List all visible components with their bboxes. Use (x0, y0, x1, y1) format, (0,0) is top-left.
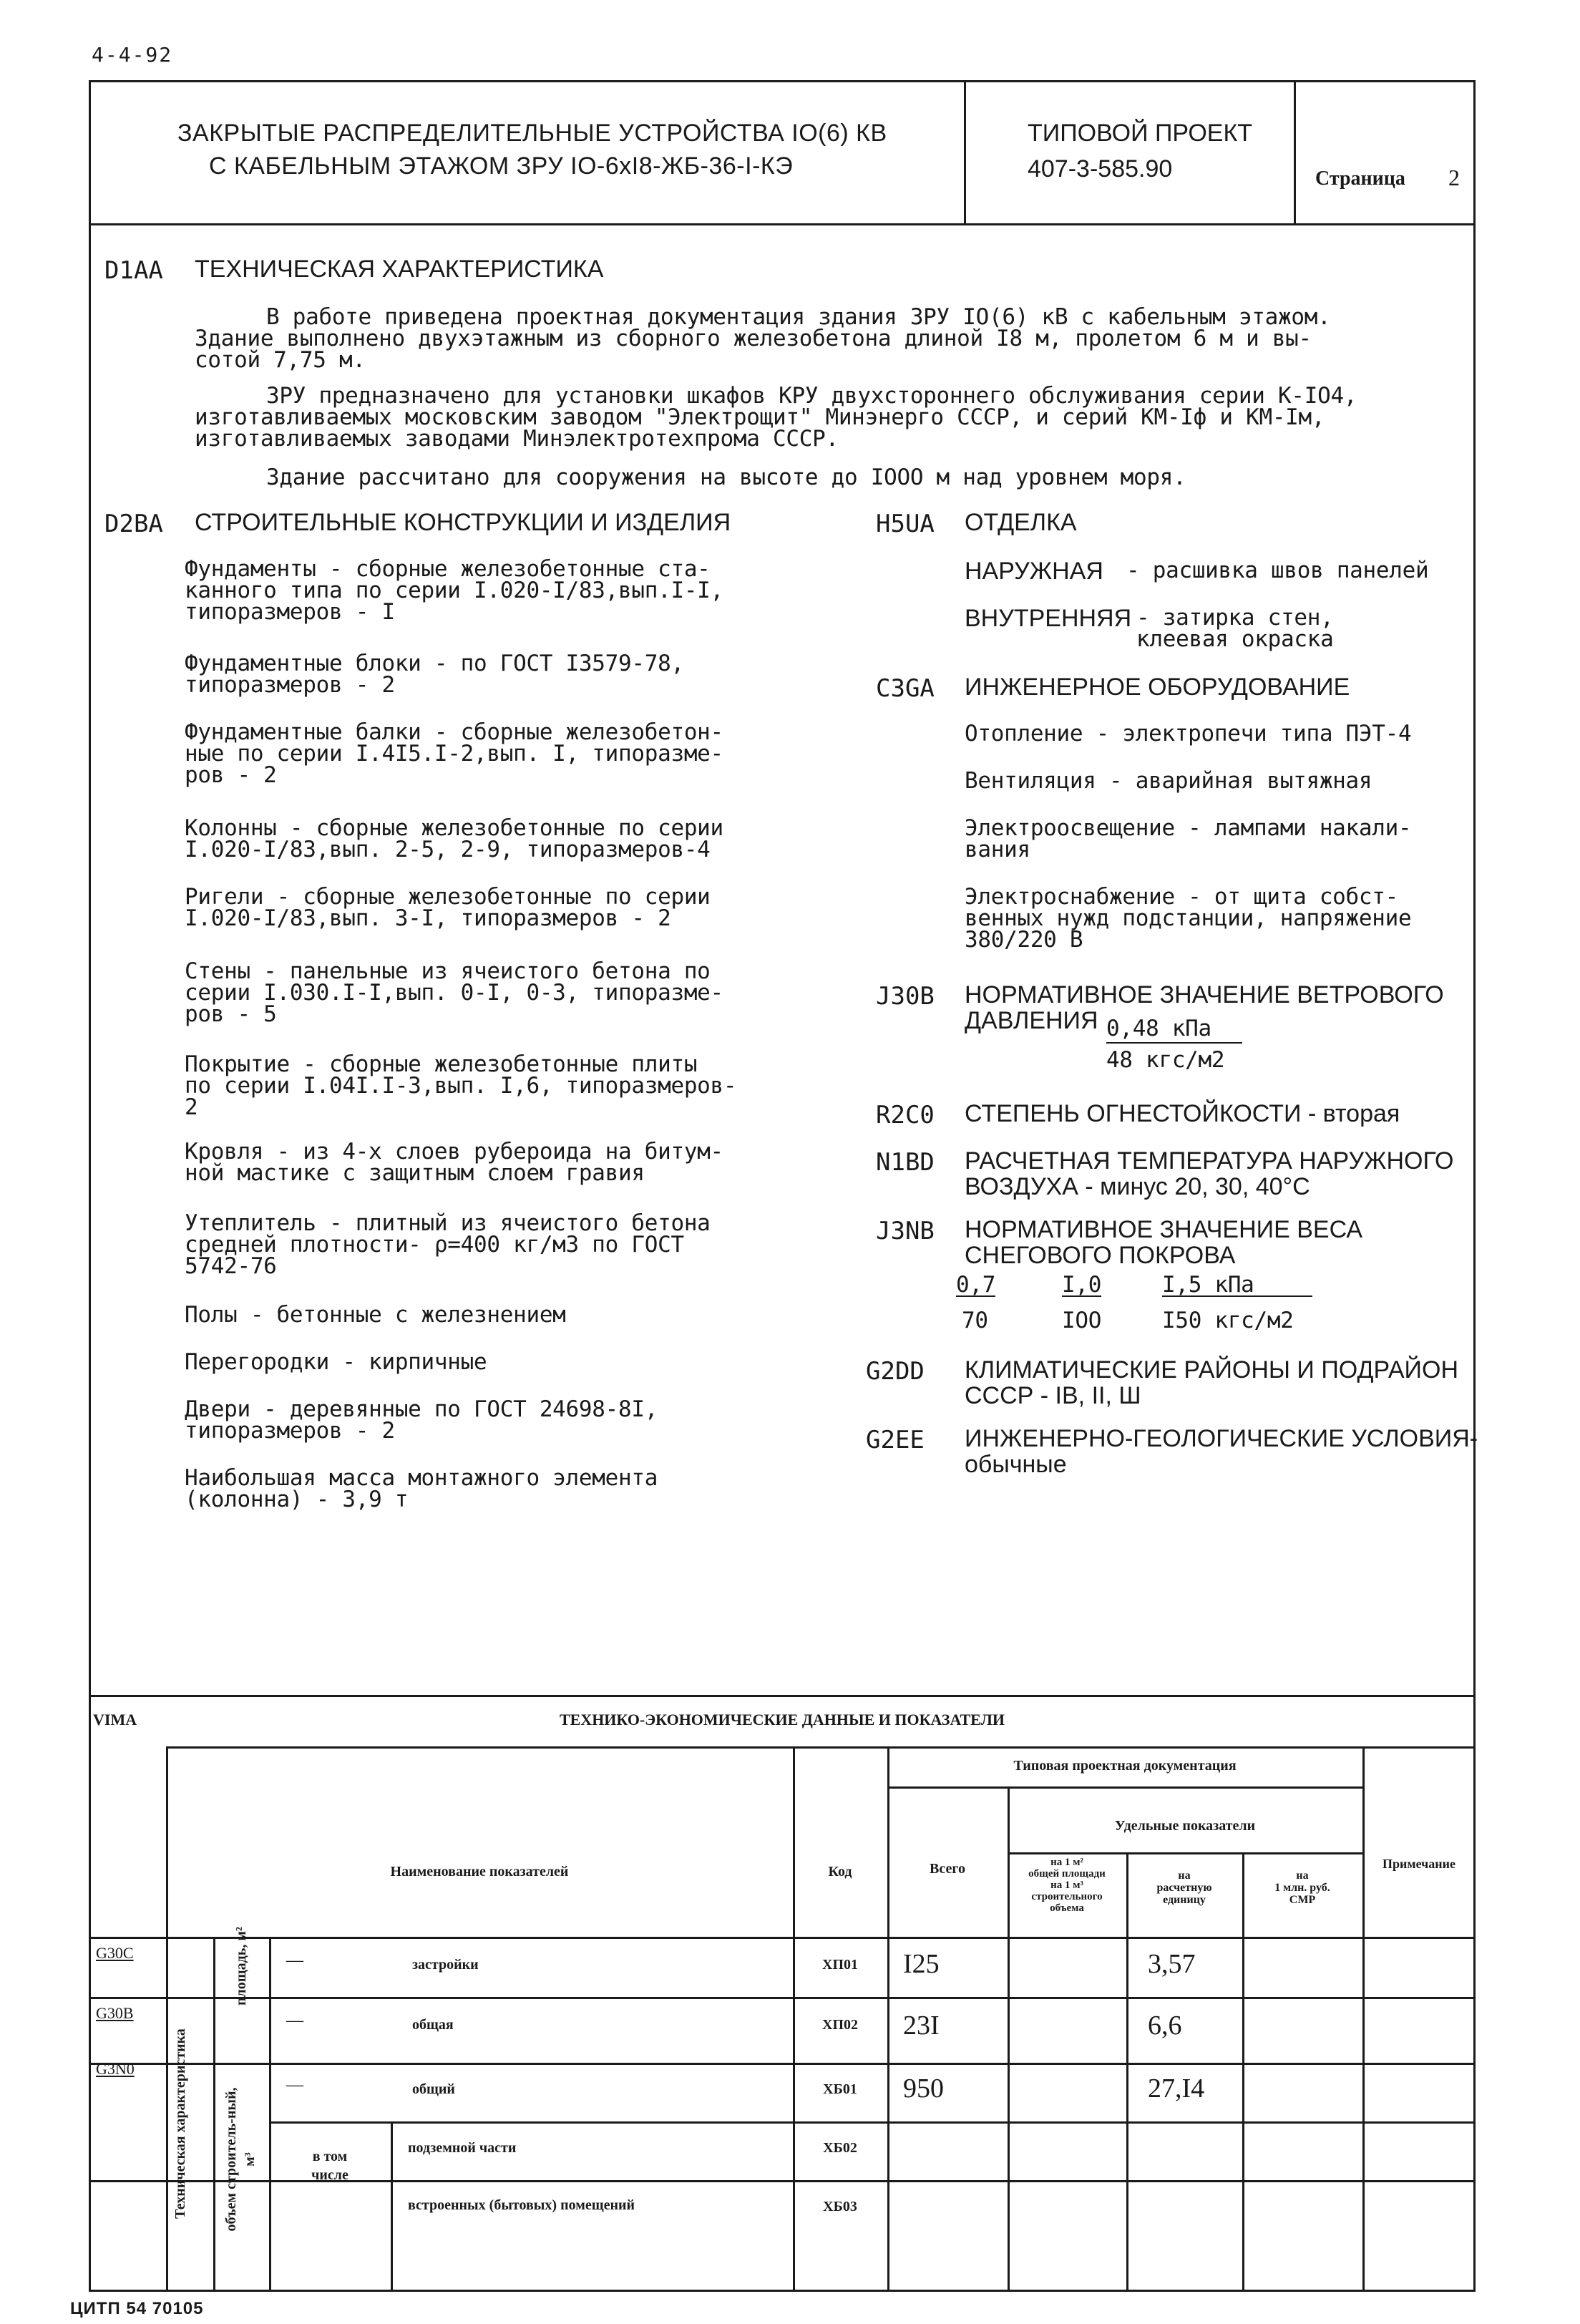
section-code-n1bd: N1BD (876, 1148, 935, 1177)
table-row-name: общая (412, 2017, 454, 2033)
side-label-area: площадь, м² (233, 1927, 249, 2005)
table-row-total: I25 (903, 1949, 940, 1979)
section-code-d2ba: D2BA (104, 510, 163, 538)
table-grid (887, 1786, 1362, 1789)
table-top-border (89, 1695, 1476, 1697)
project-label: ТИПОВОЙ ПРОЕКТ (1028, 120, 1253, 147)
snow-value-bottom-1: 70 (962, 1308, 988, 1333)
document-code: 4-4-92 (92, 43, 173, 67)
section-code-j3nb: J3NB (876, 1217, 935, 1245)
section-title-c3ga: ИНЖЕНЕРНОЕ ОБОРУДОВАНИЕ (965, 674, 1350, 701)
section-code-g2dd: G2DD (866, 1357, 925, 1386)
header-code: Код (828, 1864, 852, 1880)
header-title-line2: С КАБЕЛЬНЫМ ЭТАЖОМ ЗРУ IO-6хI8-ЖБ-36-I-КЭ (209, 152, 794, 180)
d1aa-paragraph-1: В работе приведена проектная документация здания ЗРУ IO(6) кВ с кабельным этажом. Здание выполнено двухэтажным из сборного железобетона длиной I8 м, пролетом 6 м и вы- сотой 7,75 м. (195, 304, 1331, 373)
finish-inner-text: - затирка стен, клеевая окраска (1136, 605, 1334, 652)
d2ba-item: Покрытие - сборные железобетонные плиты по серии I.04I.I-3,вып. I,6, типоразмеров- 2 (185, 1051, 737, 1120)
section-title-d1aa: ТЕХНИЧЕСКАЯ ХАРАКТЕРИСТИКА (195, 256, 604, 283)
side-label-tech: Техническая характеристика (172, 2028, 188, 2219)
header-per-m2: на 1 м² общей площади на 1 м³ строительного объема (1028, 1857, 1106, 1914)
c3ga-item: Вентиляция - аварийная вытяжная (965, 768, 1372, 794)
table-row-code: ХП01 (822, 1957, 858, 1973)
header-specific: Удельные показатели (1114, 1818, 1256, 1834)
d2ba-item: Ригели - сборные железобетонные по серии I.020-I/83,вып. 3-I, типоразмеров - 2 (185, 884, 711, 931)
c3ga-item: Электроснабжение - от щита собст- венных нужд подстанции, напряжение 380/220 В (965, 884, 1412, 953)
table-grid (1008, 1852, 1362, 1854)
table-code: VIMA (93, 1711, 137, 1729)
table-row-name: застройки (412, 1957, 479, 1973)
c3ga-item: Электроосвещение - лампами накали- вания (965, 815, 1412, 862)
geological-conditions: ИНЖЕНЕРНО-ГЕОЛОГИЧЕСКИЕ УСЛОВИЯ- обычные (965, 1425, 1478, 1478)
c3ga-item: Отопление - электропечи типа ПЭТ-4 (965, 721, 1412, 747)
wind-value-kpa: 0,48 кПа (1106, 1018, 1242, 1044)
table-grid (89, 1997, 1476, 1999)
table-title: ТЕХНИКО-ЭКОНОМИЧЕСКИЕ ДАННЫЕ И ПОКАЗАТЕЛИ (559, 1711, 1005, 1729)
d2ba-item: Фундаментные балки - сборные железобетон- ные по серии I.4I5.I-2,вып. I, типоразме- ров - 2 (185, 719, 723, 788)
section-title-d2ba: СТРОИТЕЛЬНЫЕ КОНСТРУКЦИИ И ИЗДЕЛИЯ (195, 509, 731, 536)
header-divider-v2 (1294, 80, 1296, 223)
section-code-j30b: J30B (876, 982, 935, 1011)
table-grid (1362, 1746, 1365, 2292)
section-code-c3ga: C3GA (876, 674, 935, 703)
section-title-h5ua: ОТДЕЛКА (965, 509, 1077, 536)
row-dash: — (286, 2011, 303, 2030)
table-grid (89, 1937, 1476, 1939)
header-name: Наименование показателей (390, 1864, 569, 1880)
table-grid (269, 1937, 271, 2292)
table-row-total: 23I (903, 2011, 940, 2041)
section-code-g2ee: G2EE (866, 1426, 925, 1454)
row-code-g3n0: G3N0 (96, 2060, 135, 2078)
snow-value-bottom-3: I50 кгс/м2 (1162, 1308, 1294, 1333)
header-title-line1: ЗАКРЫТЫЕ РАСПРЕДЕЛИТЕЛЬНЫЕ УСТРОЙСТВА IO(6) КВ (177, 120, 887, 147)
section-code-d1aa: D1AA (104, 256, 163, 285)
table-grid (89, 2063, 1476, 2065)
d2ba-item: Полы - бетонные с железнением (185, 1302, 566, 1328)
d1aa-paragraph-2: ЗРУ предназначено для установки шкафов КРУ двухстороннего обслуживания серии К-IO4, изготавливаемых московским заводом "Электрощит" Минэнерго СССР, и серий КМ-Iф и КМ-Iм, изготавливаемых заводами Минэлектротехпрома СССР. (195, 383, 1357, 452)
table-grid (166, 1746, 168, 2292)
header-note: Примечание (1382, 1857, 1456, 1871)
header-typical: Типовая проектная документация (1013, 1758, 1237, 1774)
snow-value-top-2: I,0 (1062, 1272, 1102, 1298)
table-row-code: ХБ03 (823, 2199, 857, 2214)
finish-outer-label: НАРУЖНАЯ (965, 558, 1103, 585)
table-row-name: встроенных (бытовых) помещений (408, 2197, 635, 2213)
design-temperature: РАСЧЕТНАЯ ТЕМПЕРАТУРА НАРУЖНОГО ВОЗДУХА - минус 20, 30, 40°С (965, 1147, 1454, 1200)
project-number: 407-3-585.90 (1028, 155, 1173, 183)
table-grid (1242, 1852, 1244, 2292)
table-row-per-unit: 3,57 (1148, 1949, 1196, 1979)
d2ba-item: Наибольшая масса монтажного элемента (колонна) - 3,9 т (185, 1465, 658, 1512)
table-row-code: ХБ01 (823, 2081, 857, 2097)
d2ba-item: Перегородки - кирпичные (185, 1349, 487, 1375)
header-per-mln: на 1 млн. руб. СМР (1274, 1870, 1330, 1906)
table-row-per-unit: 6,6 (1148, 2011, 1182, 2041)
header-divider-v1 (964, 80, 966, 223)
side-label-including: в том числе (311, 2149, 348, 2183)
header-total: Всего (930, 1861, 965, 1877)
fire-resistance: СТЕПЕНЬ ОГНЕСТОЙКОСТИ - вторая (965, 1100, 1400, 1127)
table-row-per-unit: 27,I4 (1148, 2073, 1205, 2104)
section-code-h5ua: H5UA (876, 510, 935, 538)
section-title-j3nb: НОРМАТИВНОЕ ЗНАЧЕНИЕ ВЕСА СНЕГОВОГО ПОКРОВА (965, 1216, 1363, 1269)
d2ba-item: Фундаменты - сборные железобетонные ста- канного типа по серии I.020-I/83,вып.I-I, типоразмеров - I (185, 556, 723, 625)
table-grid (166, 1746, 1476, 1749)
footer-stamp: ЦИТП 54 70105 (70, 2299, 204, 2318)
wind-value-kgs: 48 кгс/м2 (1106, 1047, 1225, 1073)
section-code-r2c0: R2C0 (876, 1101, 935, 1129)
table-row-code: ХБ02 (823, 2140, 857, 2156)
row-code-g30c: G30C (96, 1944, 134, 1962)
table-row-total: 950 (903, 2073, 944, 2104)
section-title-j30b: НОРМАТИВНОЕ ЗНАЧЕНИЕ ВЕТРОВОГО ДАВЛЕНИЯ (965, 981, 1444, 1034)
d2ba-item: Фундаментные блоки - по ГОСТ I3579-78, типоразмеров - 2 (185, 651, 684, 698)
climatic-regions: КЛИМАТИЧЕСКИЕ РАЙОНЫ И ПОДРАЙОН СССР - IВ, II, Ш (965, 1356, 1458, 1409)
header-divider (89, 223, 1476, 225)
page-label: Страница (1315, 167, 1405, 190)
table-grid (887, 1746, 889, 2292)
table-grid (269, 2121, 1476, 2124)
header-per-unit: на расчетную единицу (1156, 1870, 1212, 1906)
d2ba-item: Двери - деревянные по ГОСТ 24698-8I, типоразмеров - 2 (185, 1396, 658, 1444)
table-grid (1126, 1852, 1128, 2292)
table-row-code: ХП02 (822, 2017, 858, 2033)
table-grid (213, 1937, 215, 2292)
finish-outer-text: - расшивка швов панелей (1126, 558, 1429, 583)
row-code-g30b: G30B (96, 2004, 134, 2022)
d2ba-item: Колонны - сборные железобетонные по серии I.020-I/83,вып. 2-5, 2-9, типоразмеров-4 (185, 815, 723, 862)
d2ba-item: Кровля - из 4-х слоев рубероида на битум- ной мастике с защитным слоем гравия (185, 1139, 723, 1186)
row-dash: — (286, 1951, 303, 1970)
d1aa-paragraph-3: Здание рассчитано для сооружения на высоте до IOOO м над уровнем моря. (266, 465, 1186, 490)
row-dash: — (286, 2076, 303, 2094)
snow-value-bottom-2: IOO (1062, 1308, 1102, 1333)
snow-value-top-3: I,5 кПа (1162, 1274, 1312, 1297)
side-label-volume: объем строитель-ный, м³ (223, 2087, 258, 2232)
d2ba-item: Утеплитель - плитный из ячеистого бетона средней плотности- ρ=400 кг/м3 по ГОСТ 5742-76 (185, 1210, 711, 1279)
page-number: 2 (1448, 165, 1460, 190)
snow-value-top-1: 0,7 (956, 1272, 996, 1298)
table-row-name: общий (412, 2081, 455, 2097)
d2ba-item: Стены - панельные из ячеистого бетона по серии I.030.I-I,вып. 0-I, 0-3, типоразме- ров - 5 (185, 958, 723, 1027)
finish-inner-label: ВНУТРЕННЯЯ (965, 605, 1132, 632)
table-row-name: подземной части (408, 2140, 517, 2156)
